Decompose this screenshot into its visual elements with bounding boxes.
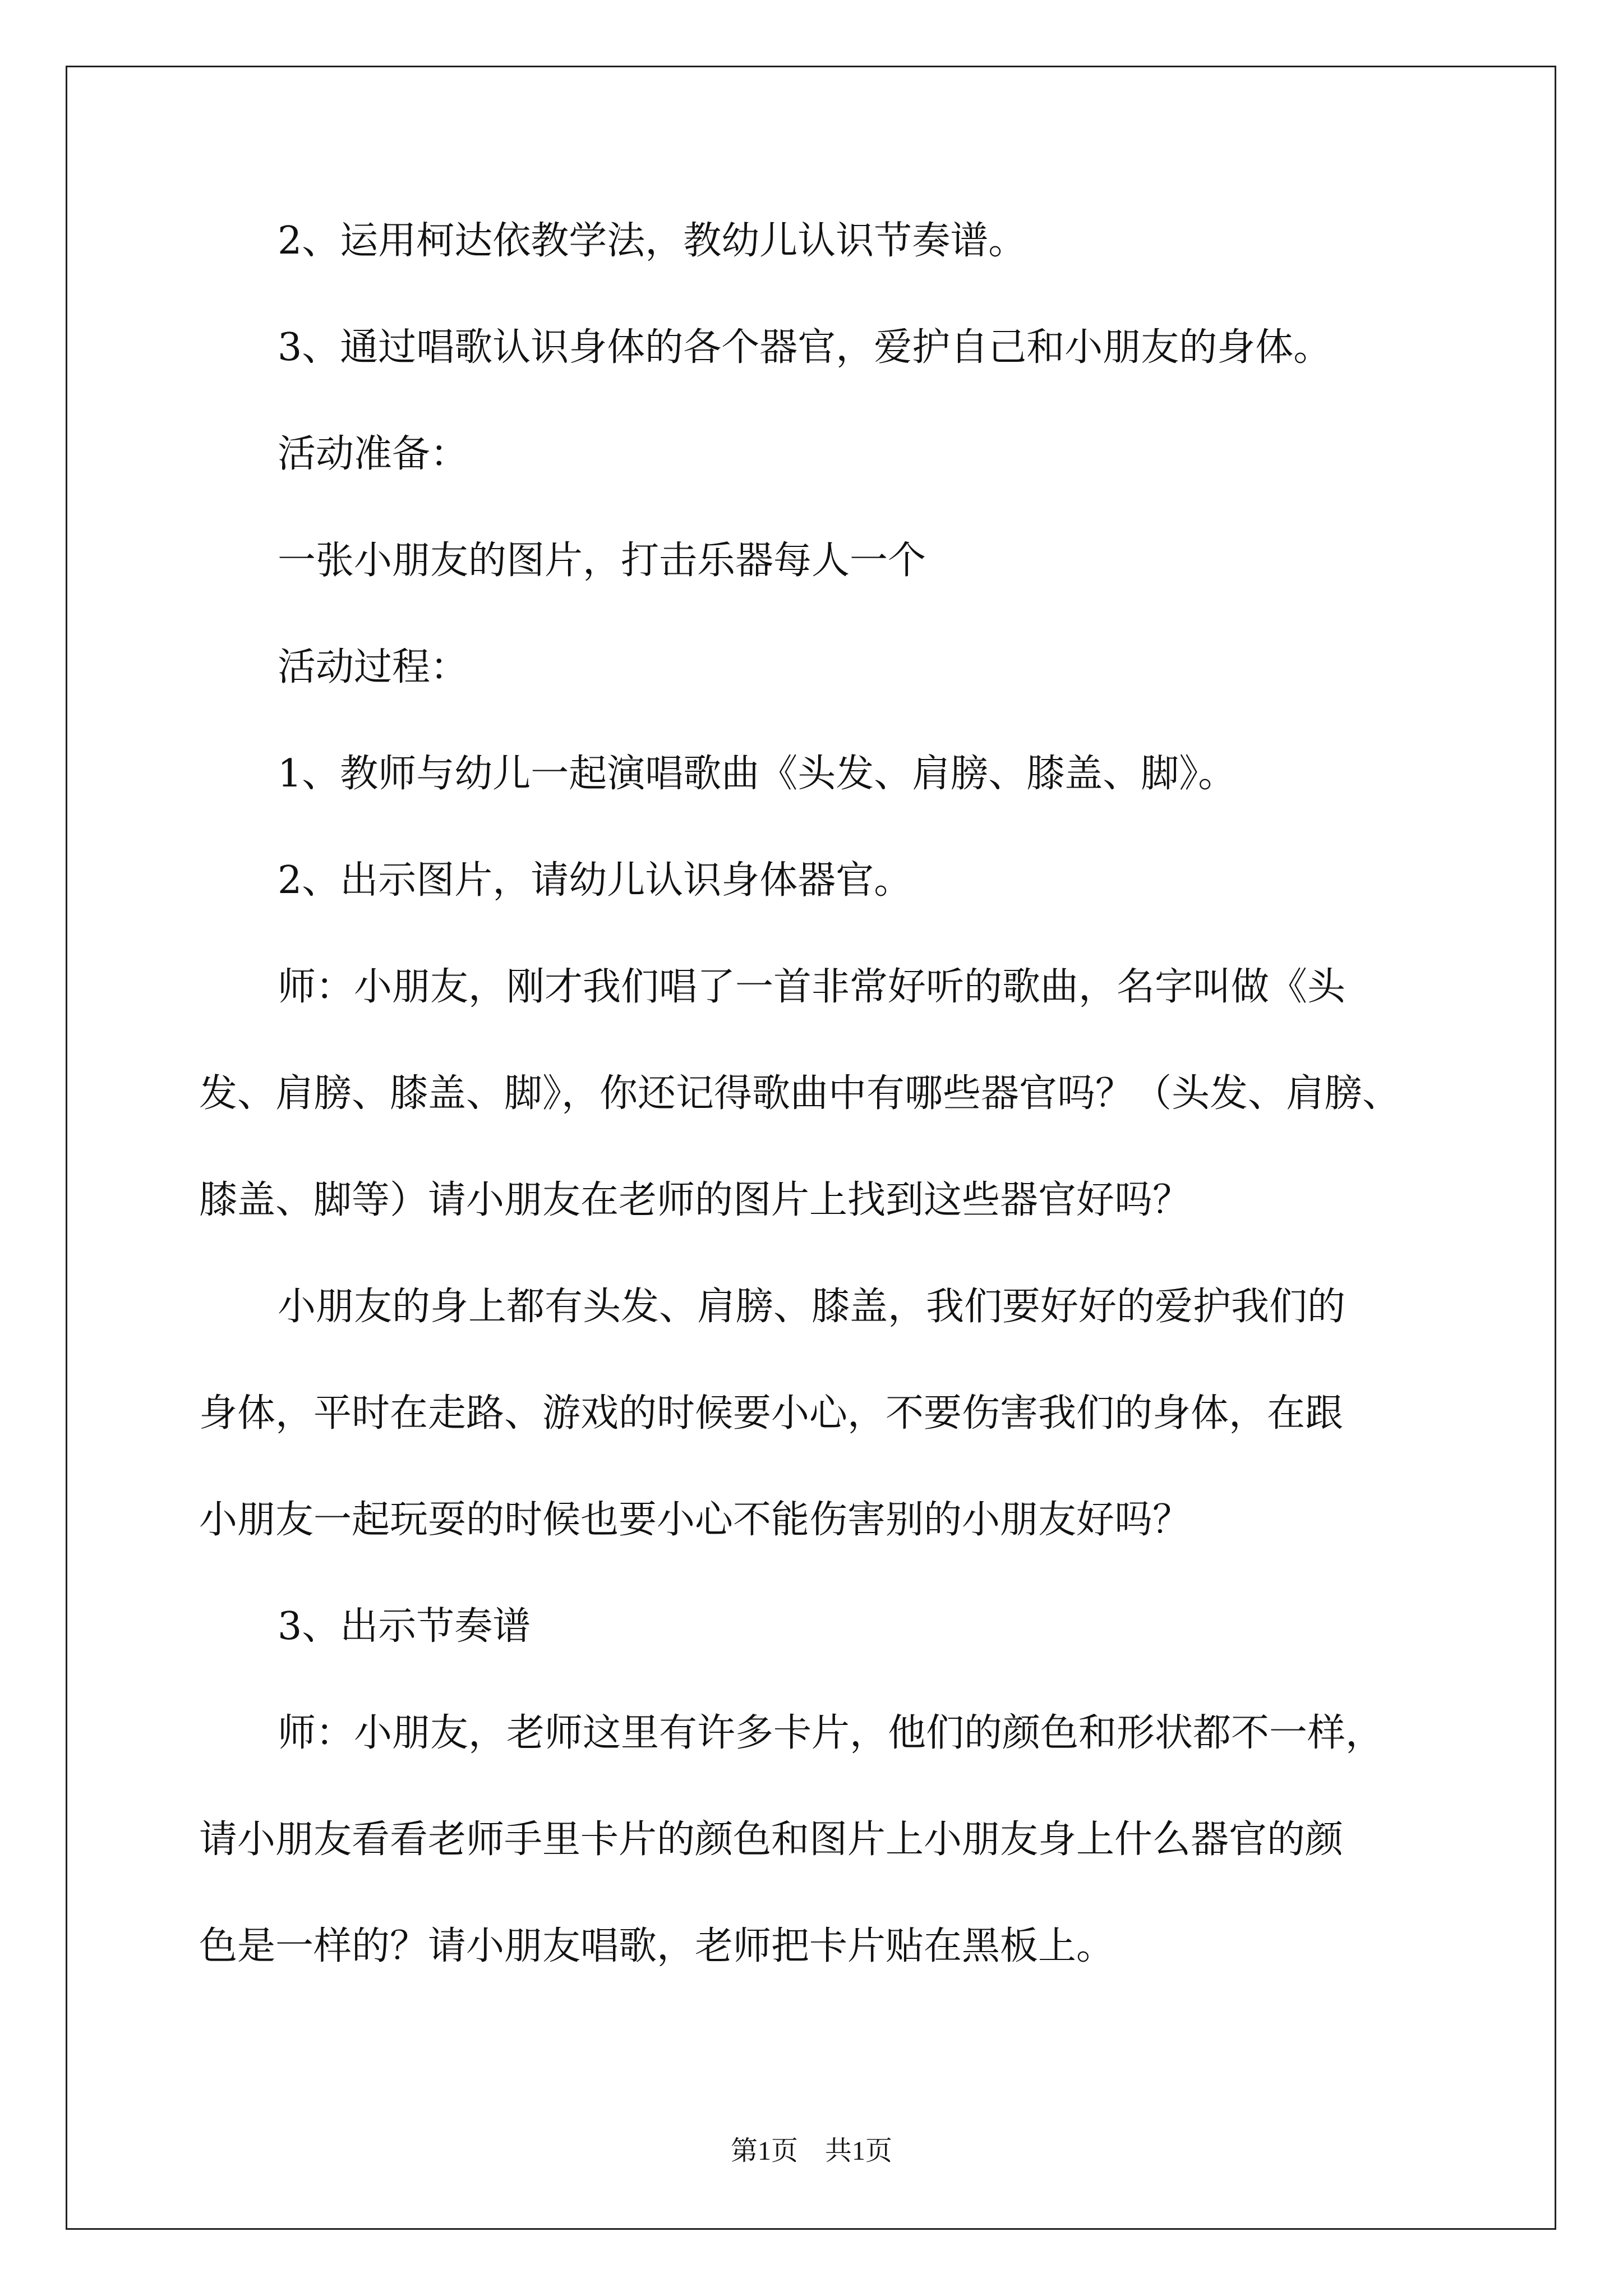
paragraph-line: 请小朋友看看老师手里卡片的颜色和图片上小朋友身上什么器官的颜: [199, 1818, 1344, 1862]
paragraph-line: 师：小朋友，老师这里有许多卡片，他们的颜色和形状都不一样，: [278, 1711, 1384, 1755]
page-number: 第1页: [730, 2136, 798, 2166]
paragraph-line: 色是一样的？请小朋友唱歌，老师把卡片贴在黑板上。: [199, 1924, 1115, 1968]
paragraph-line: 1、教师与幼儿一起演唱歌曲《头发、肩膀、膝盖、脚》。: [278, 752, 1237, 796]
page-footer: [0, 2134, 1623, 2168]
paragraph-line: 2、运用柯达依教学法，教幼儿认识节奏谱。: [278, 219, 1027, 263]
paragraph-line: 3、出示节奏谱: [278, 1604, 531, 1649]
paragraph-line: 师：小朋友，刚才我们唱了一首非常好听的歌曲，名字叫做《头: [278, 965, 1346, 1009]
page-border: [66, 66, 1556, 2230]
paragraph-line: 小朋友一起玩耍的时候也要小心不能伤害别的小朋友好吗？: [199, 1498, 1191, 1542]
paragraph-line: 2、出示图片，请幼儿认识身体器官。: [278, 858, 912, 903]
paragraph-line: 小朋友的身上都有头发、肩膀、膝盖，我们要好好的爱护我们的: [278, 1285, 1346, 1329]
paragraph-line: 一张小朋友的图片，打击乐器每人一个: [278, 539, 926, 583]
section-heading: 活动过程：: [278, 645, 469, 689]
paragraph-line: 膝盖、脚等）请小朋友在老师的图片上找到这些器官好吗？: [199, 1178, 1191, 1222]
paragraph-line: 身体，平时在走路、游戏的时候要小心，不要伤害我们的身体，在跟: [199, 1391, 1344, 1435]
page-total: 共1页: [825, 2136, 893, 2166]
paragraph-line: 发、肩膀、膝盖、脚》，你还记得歌曲中有哪些器官吗？（头发、肩膀、: [199, 1071, 1401, 1116]
paragraph-line: 3、通过唱歌认识身体的各个器官，爱护自己和小朋友的身体。: [278, 325, 1332, 370]
section-heading: 活动准备：: [278, 432, 469, 476]
